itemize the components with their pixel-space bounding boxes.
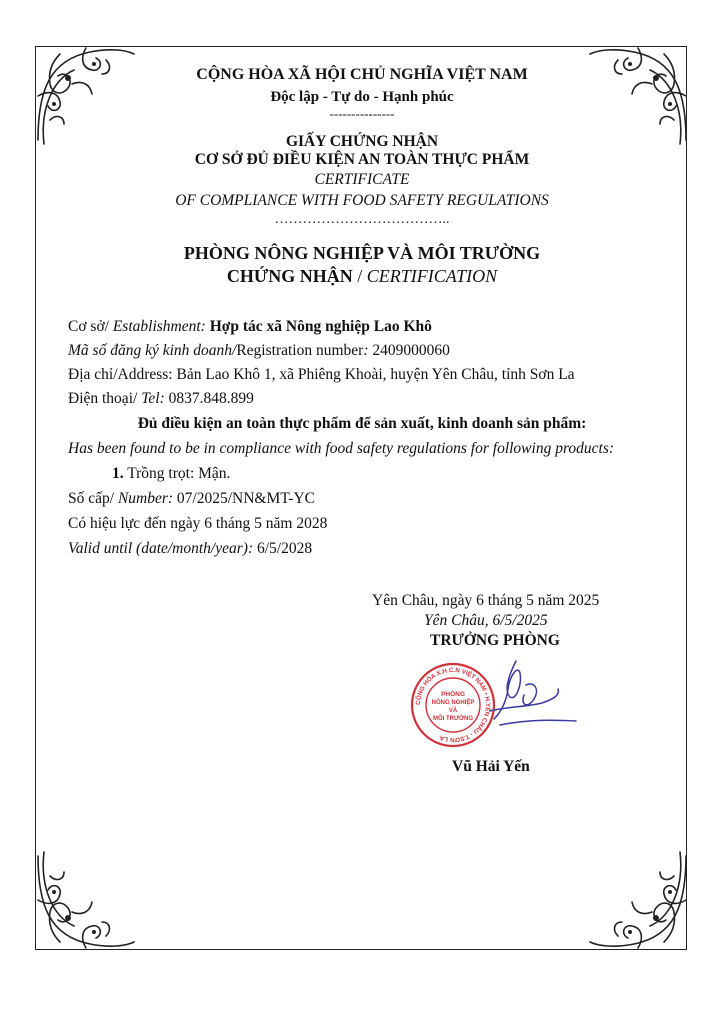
compliance-statement-en: Has been found to be in compliance with food safety regulations for following products: <box>68 440 615 457</box>
registration-label-vi: Mã số đăng ký kinh doanh/ <box>68 342 237 359</box>
valid-until-en-label: Valid until (date/month/year): <box>68 540 257 557</box>
product-list-item <box>112 465 230 483</box>
certifies-separator: / <box>352 266 367 286</box>
ornament-corner-bottom-right <box>584 846 694 956</box>
signer-name: Vũ Hải Yến <box>452 758 530 775</box>
telephone-value: 0837.848.899 <box>168 390 254 407</box>
stamp-center-line-4: MÔI TRƯỜNG <box>432 716 474 722</box>
product-item-text: Trồng trọt: Mận. <box>123 465 231 482</box>
registration-label-en: Registration number <box>236 342 364 359</box>
telephone-label-en: Tel: <box>141 390 169 407</box>
telephone-line <box>68 390 254 408</box>
certification-heading <box>0 266 724 287</box>
establishment-line <box>68 318 432 336</box>
valid-until-vi: Có hiệu lực đến ngày 6 tháng 5 năm 2028 <box>68 515 328 532</box>
stamp-center-line-1: PHÒNG <box>441 691 465 698</box>
stamp-center-line-2: NÔNG NGHIỆP <box>431 700 475 706</box>
title-dots: ……………………………….. <box>274 212 450 227</box>
address-label: Địa chỉ/Address: <box>68 366 177 383</box>
establishment-value: Hợp tác xã Nông nghiệp Lao Khô <box>209 318 432 335</box>
address-line <box>68 366 575 384</box>
handwritten-signature <box>480 655 580 733</box>
issuing-department: PHÒNG NÔNG NGHIỆP VÀ MÔI TRƯỜNG <box>183 243 541 263</box>
valid-until-en-line <box>68 540 312 558</box>
place-date-en: Yên Châu, 6/5/2025 <box>424 612 548 629</box>
establishment-label-en: Establishment: <box>112 318 210 335</box>
number-label-en: Number: <box>117 490 177 507</box>
certifies-vi: CHỨNG NHẬN <box>226 266 353 286</box>
motto: Độc lập - Tự do - Hạnh phúc <box>270 89 454 105</box>
stamp-ring-text: CỘNG HÒA X.H.C.N VIỆT NAM • H.YÊN CHÂU - T.SƠN LA <box>414 666 492 744</box>
certificate-title-vi-2: CƠ SỞ ĐỦ ĐIỀU KIỆN AN TOÀN THỰC PHẨM <box>194 151 530 168</box>
stamp-center-line-3: VÀ <box>448 708 458 714</box>
nation-title: CỘNG HÒA XÃ HỘI CHỦ NGHĨA VIỆT NAM <box>196 66 528 83</box>
registration-line <box>68 342 450 360</box>
header-divider: --------------- <box>329 106 395 121</box>
certificate-title-en-2: OF COMPLIANCE WITH FOOD SAFETY REGULATIONS <box>175 192 549 209</box>
product-item-number: 1. <box>112 465 124 482</box>
signer-position: TRƯỞNG PHÒNG <box>430 632 560 649</box>
place-date-vi: Yên Châu, ngày 6 tháng 5 năm 2025 <box>372 592 600 609</box>
telephone-label-vi: Điện thoại/ <box>68 390 142 407</box>
establishment-label-vi: Cơ sở/ <box>68 318 113 335</box>
certificate-title-vi-1: GIẤY CHỨNG NHẬN <box>285 133 439 150</box>
certificate-title-en-1: CERTIFICATE <box>314 171 410 188</box>
certificate-number-line <box>68 490 315 508</box>
ornament-corner-bottom-left <box>30 846 140 956</box>
valid-until-en-value: 6/5/2028 <box>256 540 313 557</box>
certifies-en: CERTIFICATION <box>366 266 498 286</box>
number-label-vi: Số cấp/ <box>68 490 118 507</box>
registration-value: 2409000060 <box>372 342 450 359</box>
compliance-statement-vi: Đủ điều kiện an toàn thực phẩm để sản xuất, kinh doanh sản phẩm: <box>137 415 587 432</box>
address-value: Bản Lao Khô 1, xã Phiêng Khoài, huyện Yên Châu, tỉnh Sơn La <box>176 366 575 383</box>
registration-colon: : <box>363 342 373 359</box>
certificate-number-value: 07/2025/NN&MT-YC <box>176 490 315 507</box>
